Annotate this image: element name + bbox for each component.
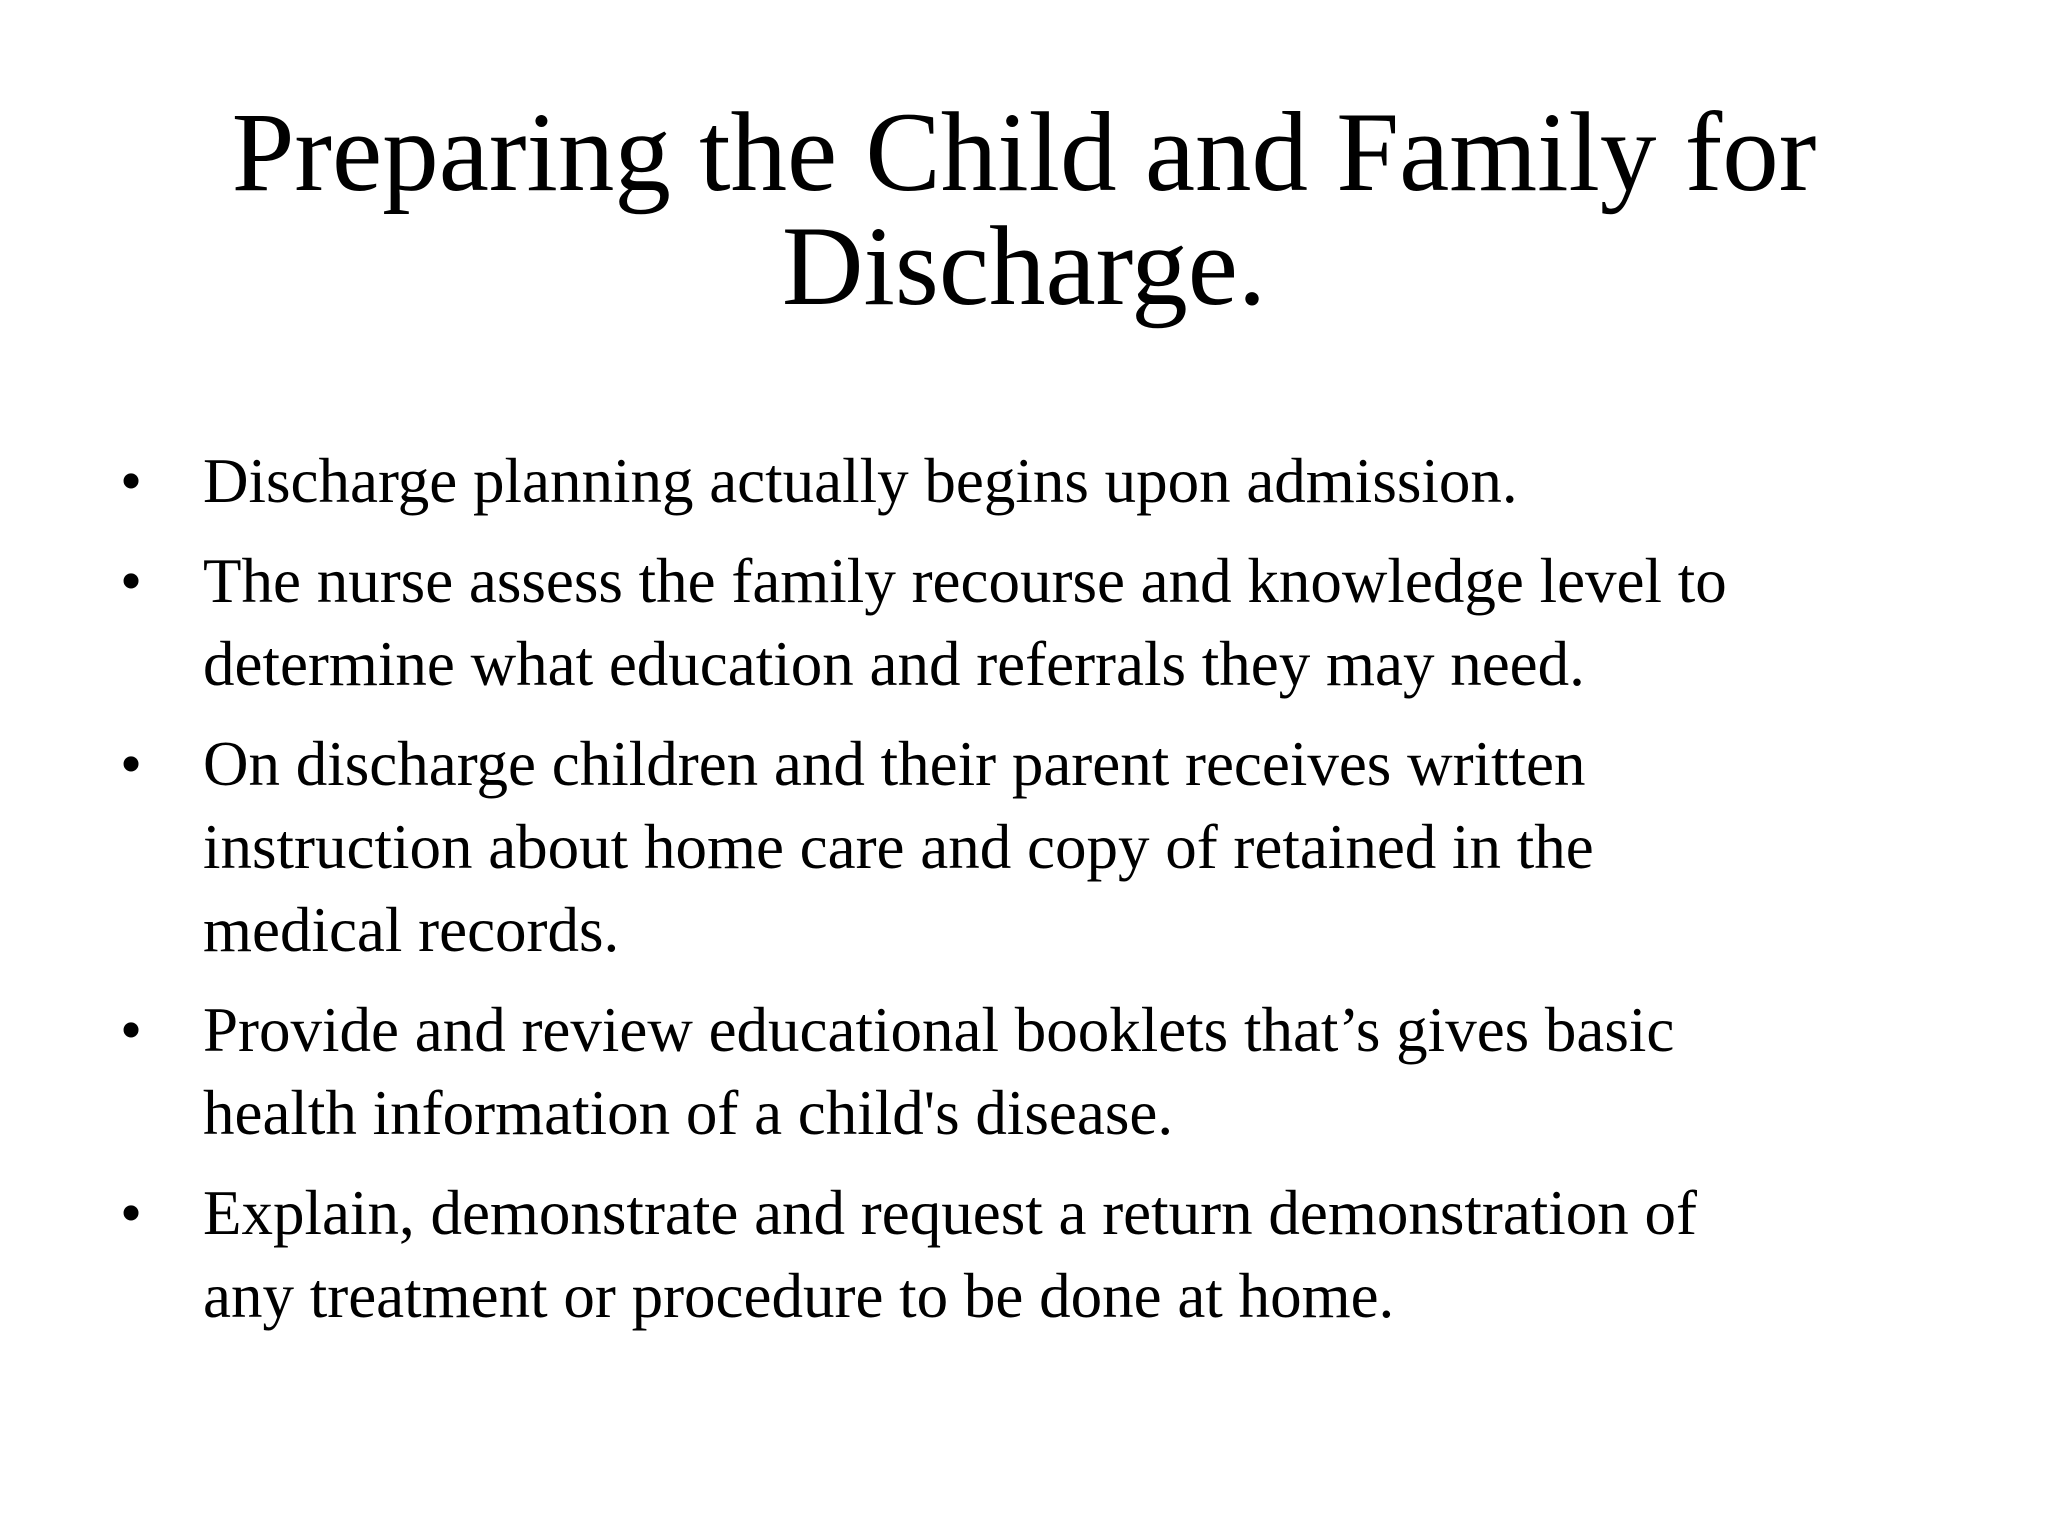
bullet-text-line: Provide and review educational booklets that’s gives basic <box>203 995 1675 1065</box>
bullet-text-line: On discharge children and their parent receives written <box>203 729 1586 799</box>
title-line-1: Preparing the Child and Family for <box>231 90 1817 215</box>
bullet-dot-icon: • <box>120 546 143 616</box>
bullet-text-line: determine what education and referrals they may need. <box>203 629 1585 699</box>
bullet-text-line: medical records. <box>203 895 620 965</box>
bullet-item <box>120 989 1910 1155</box>
bullet-text-line: Explain, demonstrate and request a return demonstration of <box>203 1178 1698 1248</box>
bullet-text-line: The nurse assess the family recourse and knowledge level to <box>203 546 1727 616</box>
bullet-item <box>120 1172 1910 1338</box>
bullet-dot-icon: • <box>120 729 143 799</box>
title-line-2: Discharge. <box>781 204 1267 329</box>
bullet-dot-icon: • <box>120 446 143 516</box>
bullet-text-line: any treatment or procedure to be done at home. <box>203 1261 1395 1331</box>
slide-title <box>0 90 2048 329</box>
bullet-item <box>120 540 1910 706</box>
bullet-item <box>120 723 1910 972</box>
bullet-text-line: instruction about home care and copy of retained in the <box>203 812 1594 882</box>
bullet-text-line: Discharge planning actually begins upon admission. <box>203 446 1518 516</box>
bullet-list <box>120 440 1910 1355</box>
bullet-item <box>120 440 1910 523</box>
bullet-dot-icon: • <box>120 1178 143 1248</box>
bullet-text-line: health information of a child's disease. <box>203 1078 1174 1148</box>
bullet-dot-icon: • <box>120 995 143 1065</box>
